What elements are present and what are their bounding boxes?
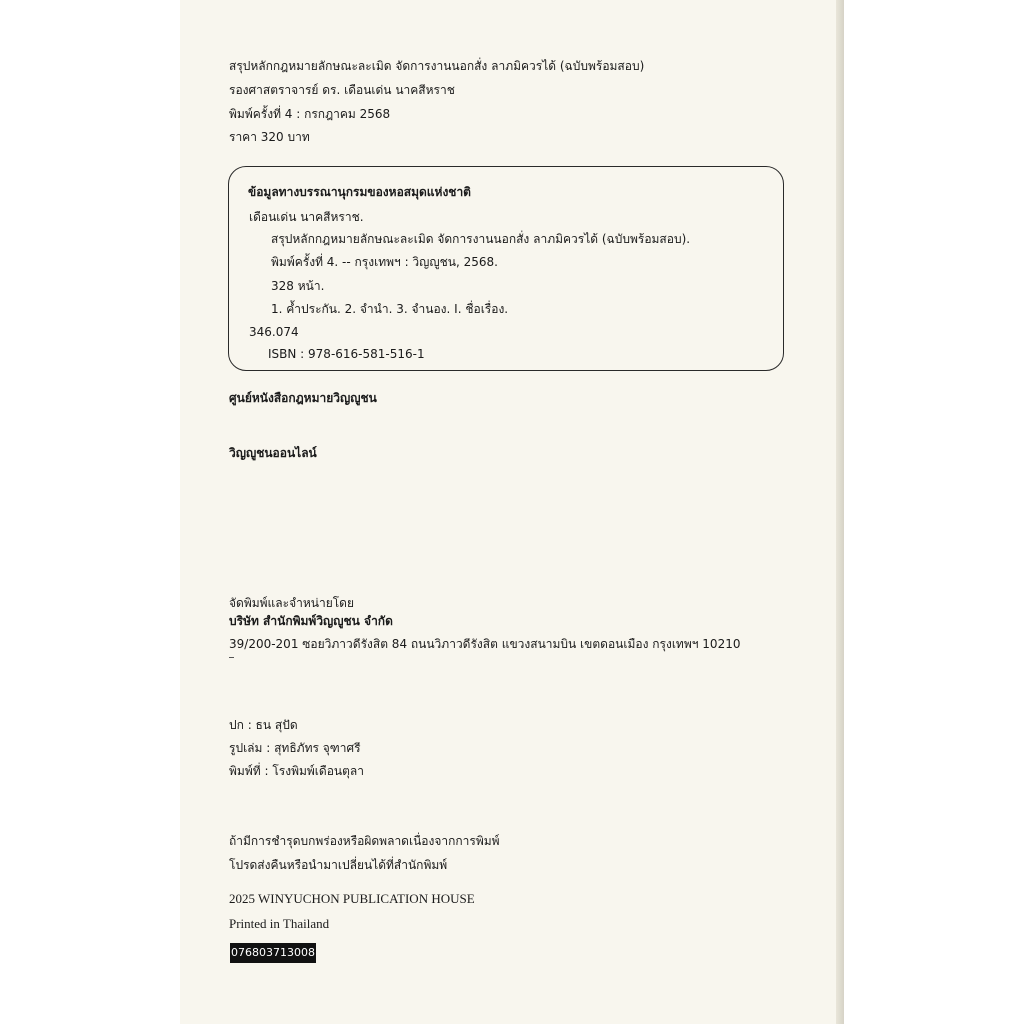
publisher-address: 39/200-201 ซอยวิภาวดีรังสิต 84 ถนนวิภาวดีรังสิต แขวงสนามบิน เขตดอนเมือง กรุงเทพฯ 10210 [229,637,741,651]
printed-in-line: Printed in Thailand [229,916,330,931]
edition-line: พิมพ์ครั้งที่ 4 : กรกฎาคม 2568 [229,107,391,121]
cip-subjects: 1. ค้ำประกัน. 2. จำนำ. 3. จำนอง. I. ชื่อเรื่อง. [271,302,509,316]
notice-line-2: โปรดส่งคืนหรือนำมาเปลี่ยนได้ที่สำนักพิมพ์ [229,858,448,872]
notice-line-1: ถ้ามีการชำรุดบกพร่องหรือผิดพลาดเนื่องจากการพิมพ์ [229,834,500,848]
credit-printer: พิมพ์ที่ : โรงพิมพ์เดือนตุลา [229,764,364,778]
cip-classification: 346.074 [249,325,299,339]
cip-heading: ข้อมูลทางบรรณานุกรมของหอสมุดแห่งชาติ [248,185,471,199]
online-heading: วิญญูชนออนไลน์ [229,446,317,460]
cip-title: สรุปหลักกฎหมายลักษณะละเมิด จัดการงานนอกสั่ง ลาภมิควรได้ (ฉบับพร้อมสอบ). [271,232,691,246]
cip-pages: 328 หน้า. [271,279,325,293]
divider-dash [229,657,234,658]
cip-isbn: ISBN : 978-616-581-516-1 [268,347,425,361]
publisher-intro: จัดพิมพ์และจำหน่ายโดย [229,596,355,610]
cip-author: เดือนเด่น นาคสีหราช. [249,210,364,224]
price-line: ราคา 320 บาท [229,130,310,144]
book-title: สรุปหลักกฎหมายลักษณะละเมิด จัดการงานนอกสั่ง ลาภมิควรได้ (ฉบับพร้อมสอบ) [229,59,645,73]
publisher-name: บริษัท สำนักพิมพ์วิญญูชน จำกัด [229,614,393,628]
law-center-heading: ศูนย์หนังสือกฎหมายวิญญูชน [229,391,377,405]
cip-imprint: พิมพ์ครั้งที่ 4. -- กรุงเทพฯ : วิญญูชน, 2568. [271,255,498,269]
page-edge-shadow [836,0,844,1024]
author-line: รองศาสตราจารย์ ดร. เดือนเด่น นาคสีหราช [229,83,455,97]
credit-layout: รูปเล่ม : สุทธิภัทร จุฑาศรี [229,741,361,755]
barcode-number-label: 076803713008 [230,943,316,963]
credit-cover: ปก : ธน สุปัด [229,718,298,732]
copyright-line: 2025 WINYUCHON PUBLICATION HOUSE [229,891,475,906]
